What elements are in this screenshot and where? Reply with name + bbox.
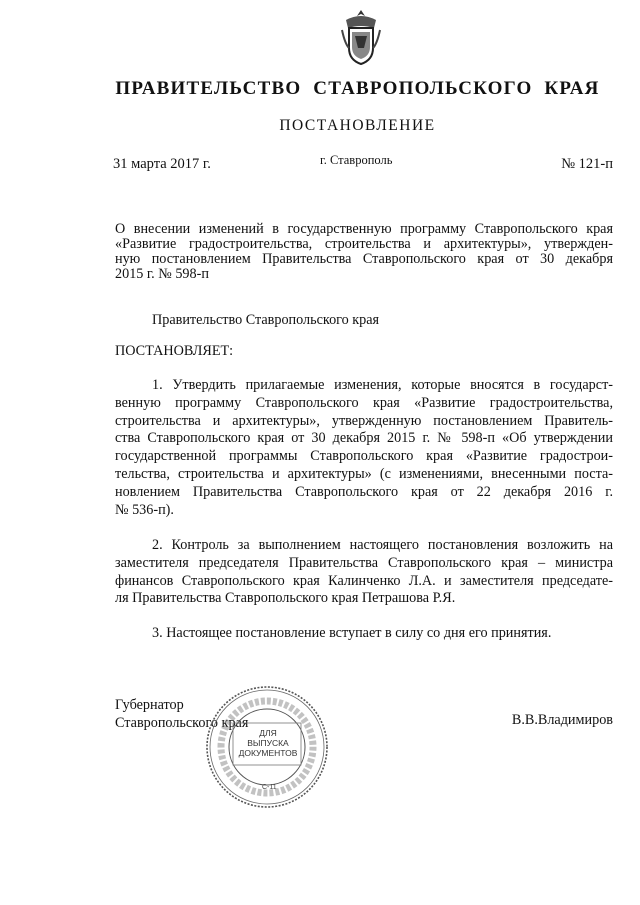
paragraph-line: тельства, строительства и архитектуры» (с изменениями, внесенными поста- — [115, 465, 613, 482]
subject-line: ную постановлением Правительства Ставропольского края от 30 декабря — [115, 251, 613, 267]
paragraph-line: строительства и архитектуры», утвержденную постановлением Правитель- — [115, 412, 613, 429]
paragraph-line: № 536-п). — [115, 501, 174, 518]
stamp-text-line: ДОКУМЕНТОВ — [238, 748, 298, 758]
coat-of-arms-icon — [340, 8, 382, 66]
stamp-code: С-11 — [262, 784, 277, 791]
document-type: ПОСТАНОВЛЕНИЕ — [279, 117, 436, 134]
signatory-title-line: Ставропольского края — [115, 715, 249, 731]
paragraph-line: ства Ставропольского края от 30 декабря 2015 г. № 598-п «Об утверждении — [115, 430, 613, 447]
paragraph-line: 1. Утвердить прилагаемые изменения, которые вносятся в государст- — [152, 377, 613, 393]
paragraph-3: 3. Настоящее постановление вступает в силу со дня его принятия. — [152, 625, 552, 641]
document-number: № 121-п — [561, 156, 613, 172]
government-title: ПРАВИТЕЛЬСТВО СТАВРОПОЛЬСКОГО КРАЯ — [115, 78, 600, 99]
decree-heading: ПОСТАНОВЛЯЕТ: — [115, 343, 234, 359]
paragraph-line: 2. Контроль за выполнением настоящего постановления возложить на — [152, 537, 613, 553]
paragraph-line: новлением Правительства Ставропольского края от 22 декабря 2016 г. — [115, 483, 613, 500]
paragraph-line: заместителя председателя Правительства Ставропольского края – министра — [115, 554, 613, 571]
stamp-text — [228, 728, 308, 758]
stamp-text-line: ВЫПУСКА — [247, 738, 289, 748]
paragraph-line: венную программу Ставропольского края «Развитие градостроительства, — [115, 394, 613, 411]
paragraph-line: государственной программы Ставропольского края «Развитие градострои- — [115, 448, 613, 465]
paragraph-line: ля Правительства Ставропольского края Петрашова Р.Я. — [115, 590, 456, 607]
subject-line: 2015 г. № 598-п — [115, 266, 209, 282]
subject-line: О внесении изменений в государственную программу Ставропольского края — [115, 221, 613, 237]
signatory-title-line: Губернатор — [115, 697, 184, 713]
document-city: г. Ставрополь — [320, 153, 393, 167]
paragraph-line: финансов Ставропольского края Калинченко Л.А. и заместителя председате- — [115, 572, 613, 589]
paragraph-1 — [115, 377, 613, 519]
document-subject — [115, 222, 613, 282]
subject-line: «Развитие градостроительства, строительства и архитектуры», утвержден- — [115, 236, 613, 252]
stamp-text-line: ДЛЯ — [259, 728, 277, 738]
signatory-name: В.В.Владимиров — [511, 712, 613, 728]
document-date: 31 марта 2017 г. — [113, 156, 211, 172]
paragraph-2 — [115, 537, 613, 608]
government-line: Правительство Ставропольского края — [152, 312, 380, 328]
